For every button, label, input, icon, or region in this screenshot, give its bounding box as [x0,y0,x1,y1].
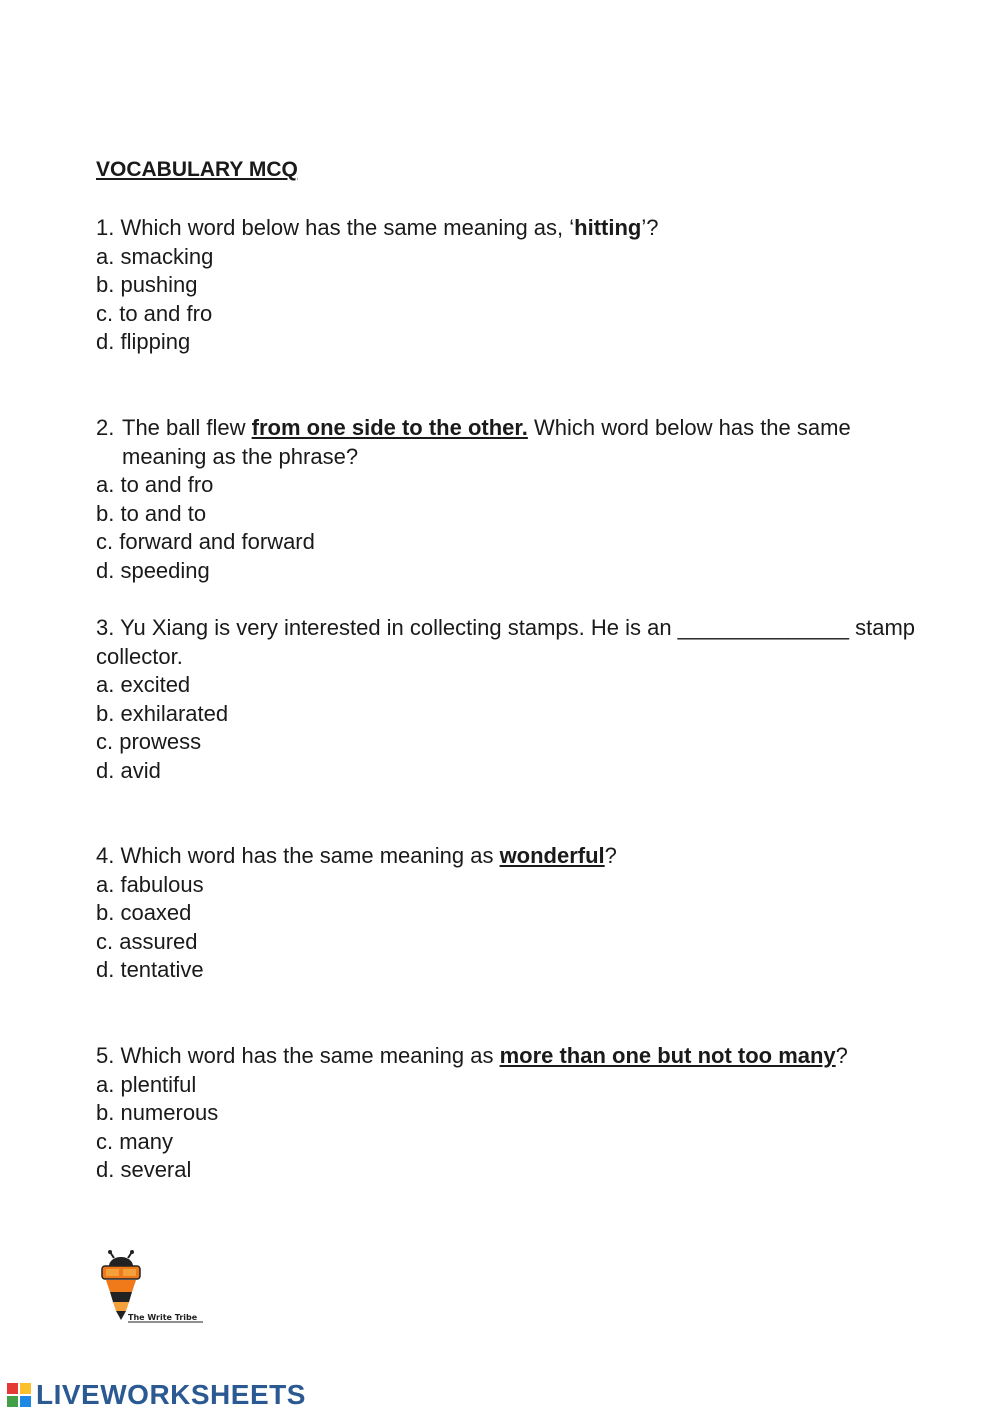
option-c[interactable]: c. prowess [96,729,202,755]
stem-text: Which word has the same meaning as [120,1043,500,1068]
option-c[interactable]: c. to and fro [96,300,213,326]
question-1-stem [96,214,916,243]
question-number: 2. [96,415,115,440]
question-number: 3. [96,615,115,640]
brand-text: LIVEWORKSHEETS [36,1379,306,1410]
option-b[interactable]: b. exhilarated [96,700,229,726]
option-b[interactable]: b. coaxed [96,900,192,926]
options-list [96,243,916,357]
option-a[interactable]: a. excited [96,672,191,698]
question-2-stem [96,414,916,471]
option-d[interactable]: d. flipping [96,329,191,355]
question-number: 1. [96,215,115,240]
question-number: 4. [96,843,115,868]
option-a[interactable]: a. to and fro [96,472,214,498]
keyword: from one side to the other. [251,415,528,440]
options-list [96,671,916,785]
question-2 [96,414,916,586]
options-list [96,471,916,585]
keyword: more than one but not too many [499,1043,836,1068]
options-list [96,1071,916,1185]
question-4 [96,842,916,985]
cubes-icon [6,1382,32,1408]
option-a[interactable]: a. plentiful [96,1071,197,1097]
question-5-stem [96,1042,916,1071]
question-3 [96,614,916,786]
stem-text: Which word has the same meaning as [120,843,500,868]
keyword: wonderful [499,843,605,868]
liveworksheets-brand[interactable] [6,1380,306,1410]
option-c[interactable]: c. assured [96,928,198,954]
bee-mascot-icon [98,1250,208,1330]
option-c[interactable]: c. many [96,1128,174,1154]
option-a[interactable]: a. smacking [96,243,214,269]
stem-text: Which word below has the same meaning as the phrase? [122,415,851,469]
stem-text: ’? [641,215,659,240]
write-tribe-logo [98,1250,208,1328]
worksheet-title: VOCABULARY MCQ [96,158,298,181]
question-4-stem [96,842,916,871]
stem-text: The ball flew [122,415,252,440]
option-d[interactable]: d. tentative [96,957,204,983]
option-d[interactable]: d. several [96,1157,192,1183]
stem-text: ? [604,843,617,868]
stem-text: ? [835,1043,848,1068]
option-b[interactable]: b. numerous [96,1100,219,1126]
logo-caption: The Write Tribe [128,1313,198,1322]
question-number: 5. [96,1043,115,1068]
options-list [96,871,916,985]
option-d[interactable]: d. avid [96,757,161,783]
option-c[interactable]: c. forward and forward [96,529,315,555]
stem-text: Which word below has the same meaning as, ‘ [120,215,575,240]
option-d[interactable]: d. speeding [96,557,210,583]
question-3-stem [96,614,916,671]
option-b[interactable]: b. pushing [96,272,198,298]
option-a[interactable]: a. fabulous [96,871,204,897]
keyword: hitting [574,215,642,240]
stem-text: Yu Xiang is very interested in collecting stamps. He is an ______________ stamp collector. [96,615,915,669]
question-1 [96,214,916,357]
option-b[interactable]: b. to and to [96,500,207,526]
question-5 [96,1042,916,1185]
